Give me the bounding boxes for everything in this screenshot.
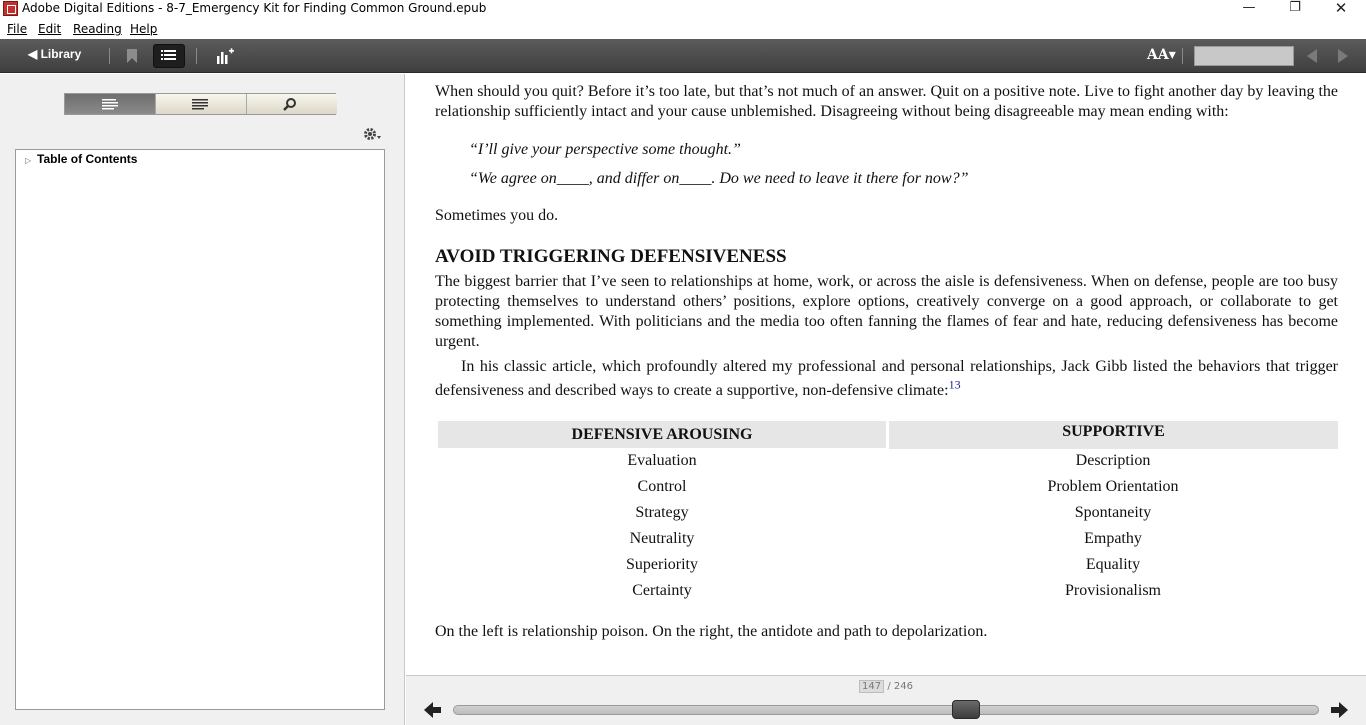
table-cell: Spontaneity — [1074, 504, 1152, 521]
toc-icon — [65, 94, 155, 114]
arrow-right-icon[interactable] — [1337, 49, 1349, 63]
footnote-link[interactable]: 13 — [948, 377, 961, 392]
paragraph-text: In his classic article, which profoundly altered my professional and personal relationships, Jack Gibb listed the behaviors that trigger defensiveness and described ways to create a supportive, non-defensive climate: — [435, 358, 1338, 399]
title-bar — [0, 0, 1366, 18]
menu-reading[interactable]: Reading — [73, 22, 122, 36]
table-cell: Control — [637, 478, 687, 495]
page-slider-thumb[interactable] — [952, 700, 980, 719]
bookmark-icon[interactable] — [127, 49, 137, 63]
table-cell: Empathy — [1084, 530, 1142, 547]
page-indicator — [406, 681, 1366, 692]
table-header-defensive: DEFENSIVE AROUSING — [438, 421, 886, 448]
minimize-button[interactable]: — — [1242, 0, 1256, 15]
paragraph: On the left is relationship poison. On the right, the antidote and path to depolarization. — [435, 623, 988, 640]
arrow-left-icon[interactable] — [424, 702, 442, 718]
table-header-supportive: SUPPORTIVE — [889, 421, 1338, 449]
search-icon — [247, 94, 337, 114]
menu-edit[interactable]: Edit — [38, 22, 62, 36]
toc-expand-icon[interactable]: ▷ — [25, 156, 32, 165]
bookmark-list-icon — [156, 94, 246, 114]
toolbar-divider — [196, 48, 197, 64]
paragraph — [435, 355, 1338, 403]
total-pages: 246 — [893, 681, 913, 692]
adobe-digital-editions-icon — [3, 1, 18, 16]
quote: “I’ll give your perspective some thought.” — [469, 141, 741, 158]
chart-add-icon[interactable] — [216, 48, 234, 64]
window-title: Adobe Digital Editions - 8-7_Emergency Kit for Finding Common Ground.epub — [22, 1, 487, 15]
gear-icon[interactable] — [362, 127, 384, 143]
menu-file[interactable]: File — [7, 22, 28, 36]
list-icon — [154, 45, 184, 67]
table-cell: Provisionalism — [1064, 582, 1161, 599]
library-button[interactable]: ◀ Library — [28, 47, 82, 61]
table-cell: Neutrality — [629, 530, 695, 547]
table-cell: Equality — [1085, 556, 1141, 573]
toc-root-item[interactable]: Table of Contents — [37, 152, 138, 166]
table-cell: Strategy — [635, 504, 689, 521]
left-panel — [0, 74, 405, 725]
current-page[interactable]: 147 — [859, 680, 884, 693]
font-size-button[interactable]: AA▾ — [1147, 47, 1176, 63]
toc-tree — [15, 149, 385, 710]
arrow-right-icon[interactable] — [1330, 702, 1348, 718]
table-cell: Certainty — [632, 582, 692, 599]
paragraph: Sometimes you do. — [435, 207, 559, 224]
quote: “We agree on____, and differ on____. Do we need to leave it there for now?” — [469, 170, 969, 187]
tab-search[interactable] — [247, 94, 337, 114]
toolbar-divider — [109, 48, 110, 64]
page-navigation-bar — [406, 675, 1366, 725]
paragraph: The biggest barrier that I’ve seen to relationships at home, work, or across the aisle is defensiveness. When on defense, people are too busy protecting themselves to understand others’ positions, explore options, creatively converge on a good approach, or collaborate to get something implemented. With politicians and the media too often fanning the flames of fear and hate, reducing defensiveness has become urgent. — [435, 273, 1338, 350]
page-input[interactable] — [1194, 46, 1294, 66]
table-cell: Evaluation — [627, 452, 697, 469]
reading-pane — [406, 74, 1366, 675]
toolbar — [0, 39, 1366, 73]
menu-bar — [0, 20, 1366, 39]
close-button[interactable]: ✕ — [1334, 0, 1348, 17]
paragraph: When should you quit? Before it’s too late, but that’s not much of an answer. Quit on a positive note. Live to fight another day by leaving the relationship sufficiently intact and your cause unblemished. Disagreeing without being disagreeable may mean ending with: — [435, 83, 1338, 120]
table-cell: Description — [1075, 452, 1151, 469]
table-cell: Superiority — [626, 556, 698, 573]
tab-toc[interactable] — [65, 94, 156, 114]
table-cell: Problem Orientation — [1047, 478, 1179, 495]
panel-tab-bar — [64, 93, 336, 115]
menu-help[interactable]: Help — [130, 22, 158, 36]
toolbar-divider — [1182, 48, 1183, 64]
page-slider-track[interactable] — [453, 705, 1319, 715]
toc-toggle-button[interactable] — [153, 44, 185, 68]
section-heading: AVOID TRIGGERING DEFENSIVENESS — [435, 246, 787, 267]
maximize-button[interactable]: ❐ — [1289, 0, 1301, 15]
arrow-left-icon[interactable] — [1306, 49, 1318, 63]
tab-bookmarks[interactable] — [156, 94, 247, 114]
page-separator: / — [887, 681, 891, 692]
